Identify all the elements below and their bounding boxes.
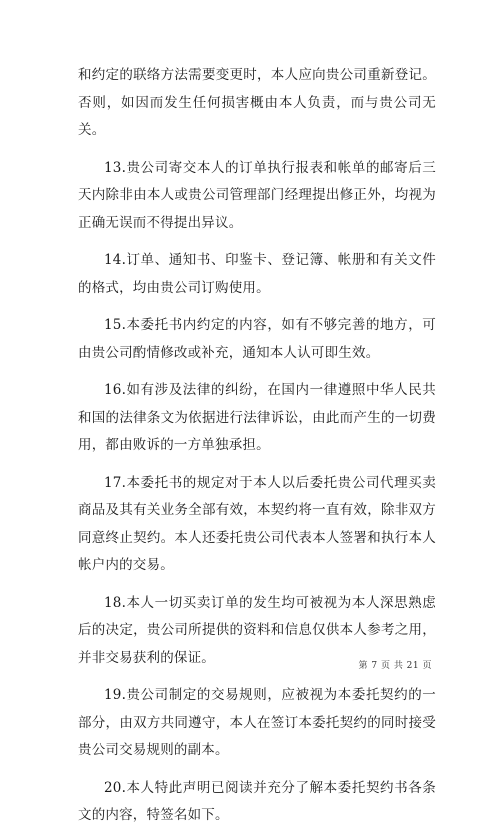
page-number-footer: 第 7 页 共 21 页 [358,661,432,671]
paragraph-clause-18: 18.本人一切买卖订单的发生均可被视为本人深思熟虑后的决定，贵公司所提供的资料和信息仅供本人参考之用，并非交易获利的保证。 [78,594,436,666]
paragraph-clause-20: 20.本人特此声明已阅读并充分了解本委托契约书各条文的内容，特签名如下。 [78,779,436,823]
paragraph-clause-19: 19.贵公司制定的交易规则，应被视为本委托契约的一部分，由双方共同遵守，本人在签订本委托契约的同时接受贵公司交易规则的副本。 [78,687,436,758]
paragraph-clause-14: 14.订单、通知书、印鉴卡、登记簿、帐册和有关文件的格式，均由贵公司订购使用。 [78,252,436,296]
paragraph-continuation: 和约定的联络方法需要变更时，本人应向贵公司重新登记。否则，如因而发生任何损害概由本人负责，而与贵公司无关。 [78,67,436,138]
paragraph-clause-15: 15.本委托书内约定的内容，如有不够完善的地方，可由贵公司酌情修改或补充，通知本人认可即生效。 [78,317,436,361]
paragraph-clause-13: 13.贵公司寄交本人的订单执行报表和帐单的邮寄后三天内除非由本人或贵公司管理部门经理提出修正外，均视为正确无误而不得提出异议。 [78,159,436,231]
paragraph-clause-16: 16.如有涉及法律的纠纷，在国内一律遵照中华人民共和国的法律条文为依据进行法律诉讼，由此而产生的一切费用，都由败诉的一方单独承担。 [78,382,436,453]
paragraph-clause-17: 17.本委托书的规定对于本人以后委托贵公司代理买卖商品及其有关业务全部有效，本契约将一直有效，除非双方同意终止契约。本人还委托贵公司代表本人签署和执行本人帐户内的交易。 [78,474,436,573]
document-body [78,62,436,840]
